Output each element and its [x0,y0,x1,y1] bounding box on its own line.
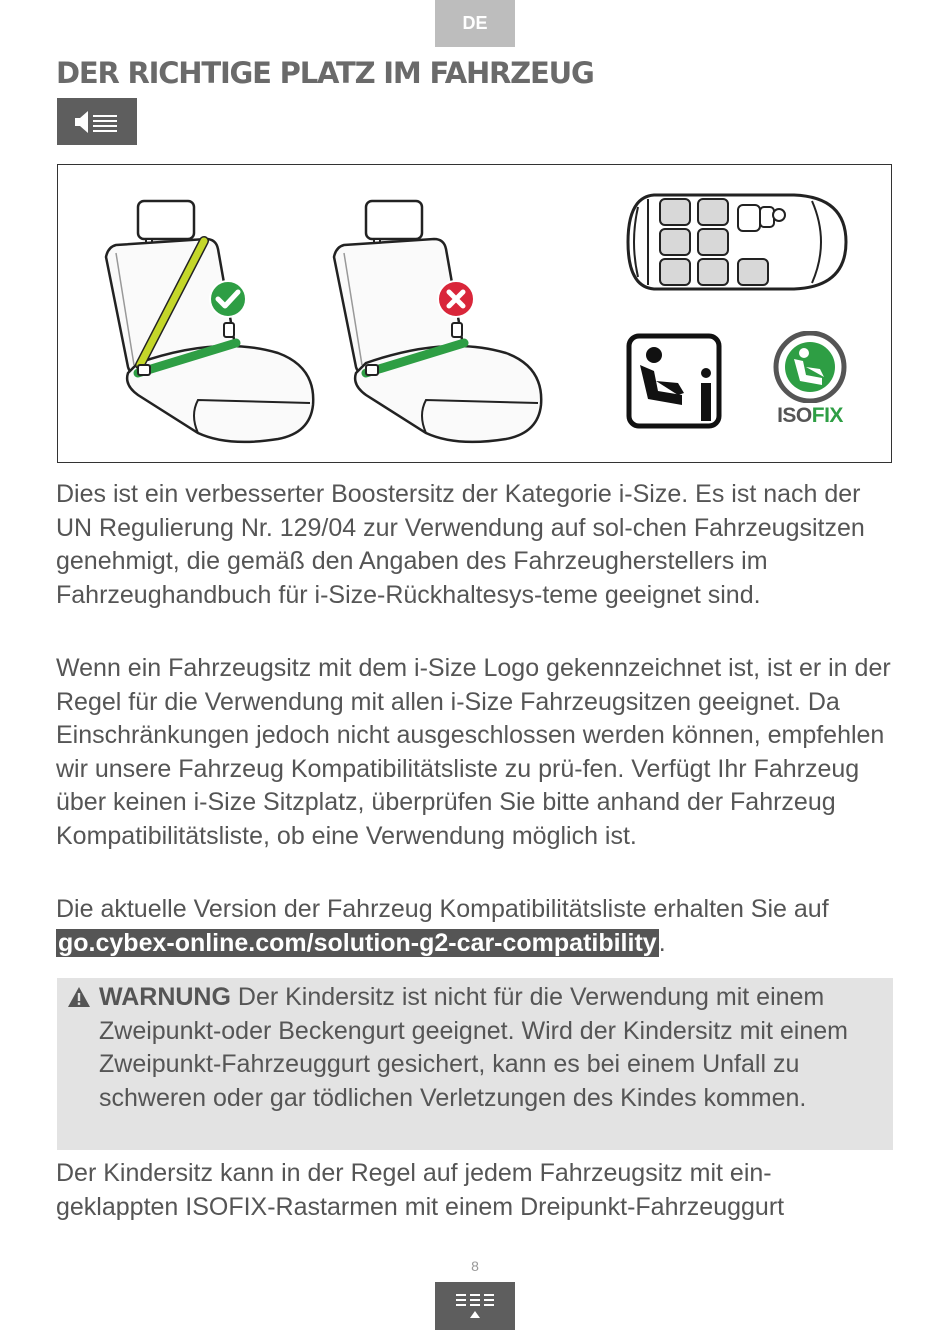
cross-icon [436,279,476,319]
paragraph-compatibility-list-end: . [658,928,666,957]
check-icon [208,279,248,319]
warning-box [57,978,893,1150]
i-size-icon [626,333,724,429]
language-label: DE [462,13,488,33]
isofix-label [770,404,850,428]
seat-lap-belt-illustration [326,195,551,450]
paragraph-compatibility-list [56,893,892,960]
table-of-contents-button[interactable] [435,1282,515,1330]
table-of-contents-icon [435,1282,515,1330]
warning-triangle-icon [67,986,91,1008]
speaker-list-icon [72,109,122,135]
isofix-label-fix: FIX [811,404,843,427]
isofix-label-iso: ISO [777,404,812,427]
paragraph-isize-approval: Dies ist ein verbesserter Boostersitz der Kategorie i-Size. Es ist nach der UN Regulierung Nr. 129/04 zur Verwendung auf sol-chen Fahrzeugsitzen genehmigt, die gemäß den Angaben des Fahrzeugherstellers im Fahrzeughandbuch für i-Size-Rückhaltesys-teme geeignet sind. [56,480,865,609]
page-number: 8 [471,1258,479,1274]
audio-button[interactable] [57,98,137,145]
car-seat-map-icon [624,187,849,297]
paragraph-compatibility: Wenn ein Fahrzeugsitz mit dem i-Size Logo gekennzeichnet ist, ist er in der Regel für die Verwendung mit allen i-Size Fahrzeugsitzen geeignet. Da Einschränkungen jedoch nicht ausgeschlossen werden können, empfehlen wir unsere Fahrzeug Kompatibilitätsliste zu prü-fen. Verfügt Ihr Fahrzeug über keinen i-Size Sitzplatz, überprüfen Sie bitte anhand der Fahrzeug Kompatibilitätsliste, ob eine Verwendung möglich ist. [56,654,891,850]
language-tab [435,0,515,47]
warning-text: Der Kindersitz ist nicht für die Verwendung mit einem Zweipunkt-oder Beckengurt geeignet. Wird der Kindersitz mit einem Zweipunkt-Fahrzeuggurt gesichert, kann es bei einem Unfall zu schweren oder gar tödlichen Verletzungen des Kindes kommen. [99,983,848,1112]
paragraph-isofix-usage: Der Kindersitz kann in der Regel auf jedem Fahrzeugsitz mit ein-geklappten ISOFIX-Rastarmen mit einem Dreipunkt-Fahrzeuggurt [56,1159,785,1221]
isofix-icon [768,331,852,403]
paragraph-compatibility-list-text: Die aktuelle Version der Fahrzeug Kompatibilitätsliste erhalten Sie auf [56,895,829,923]
seat-three-point-belt-illustration [98,195,323,450]
compatibility-link[interactable]: go.cybex-online.com/solution-g2-car-compatibility [58,928,657,957]
page-title: DER RICHTIGE PLATZ IM FAHRZEUG [56,56,594,90]
warning-label: WARNUNG [99,983,231,1011]
seat-position-figure [57,164,892,463]
